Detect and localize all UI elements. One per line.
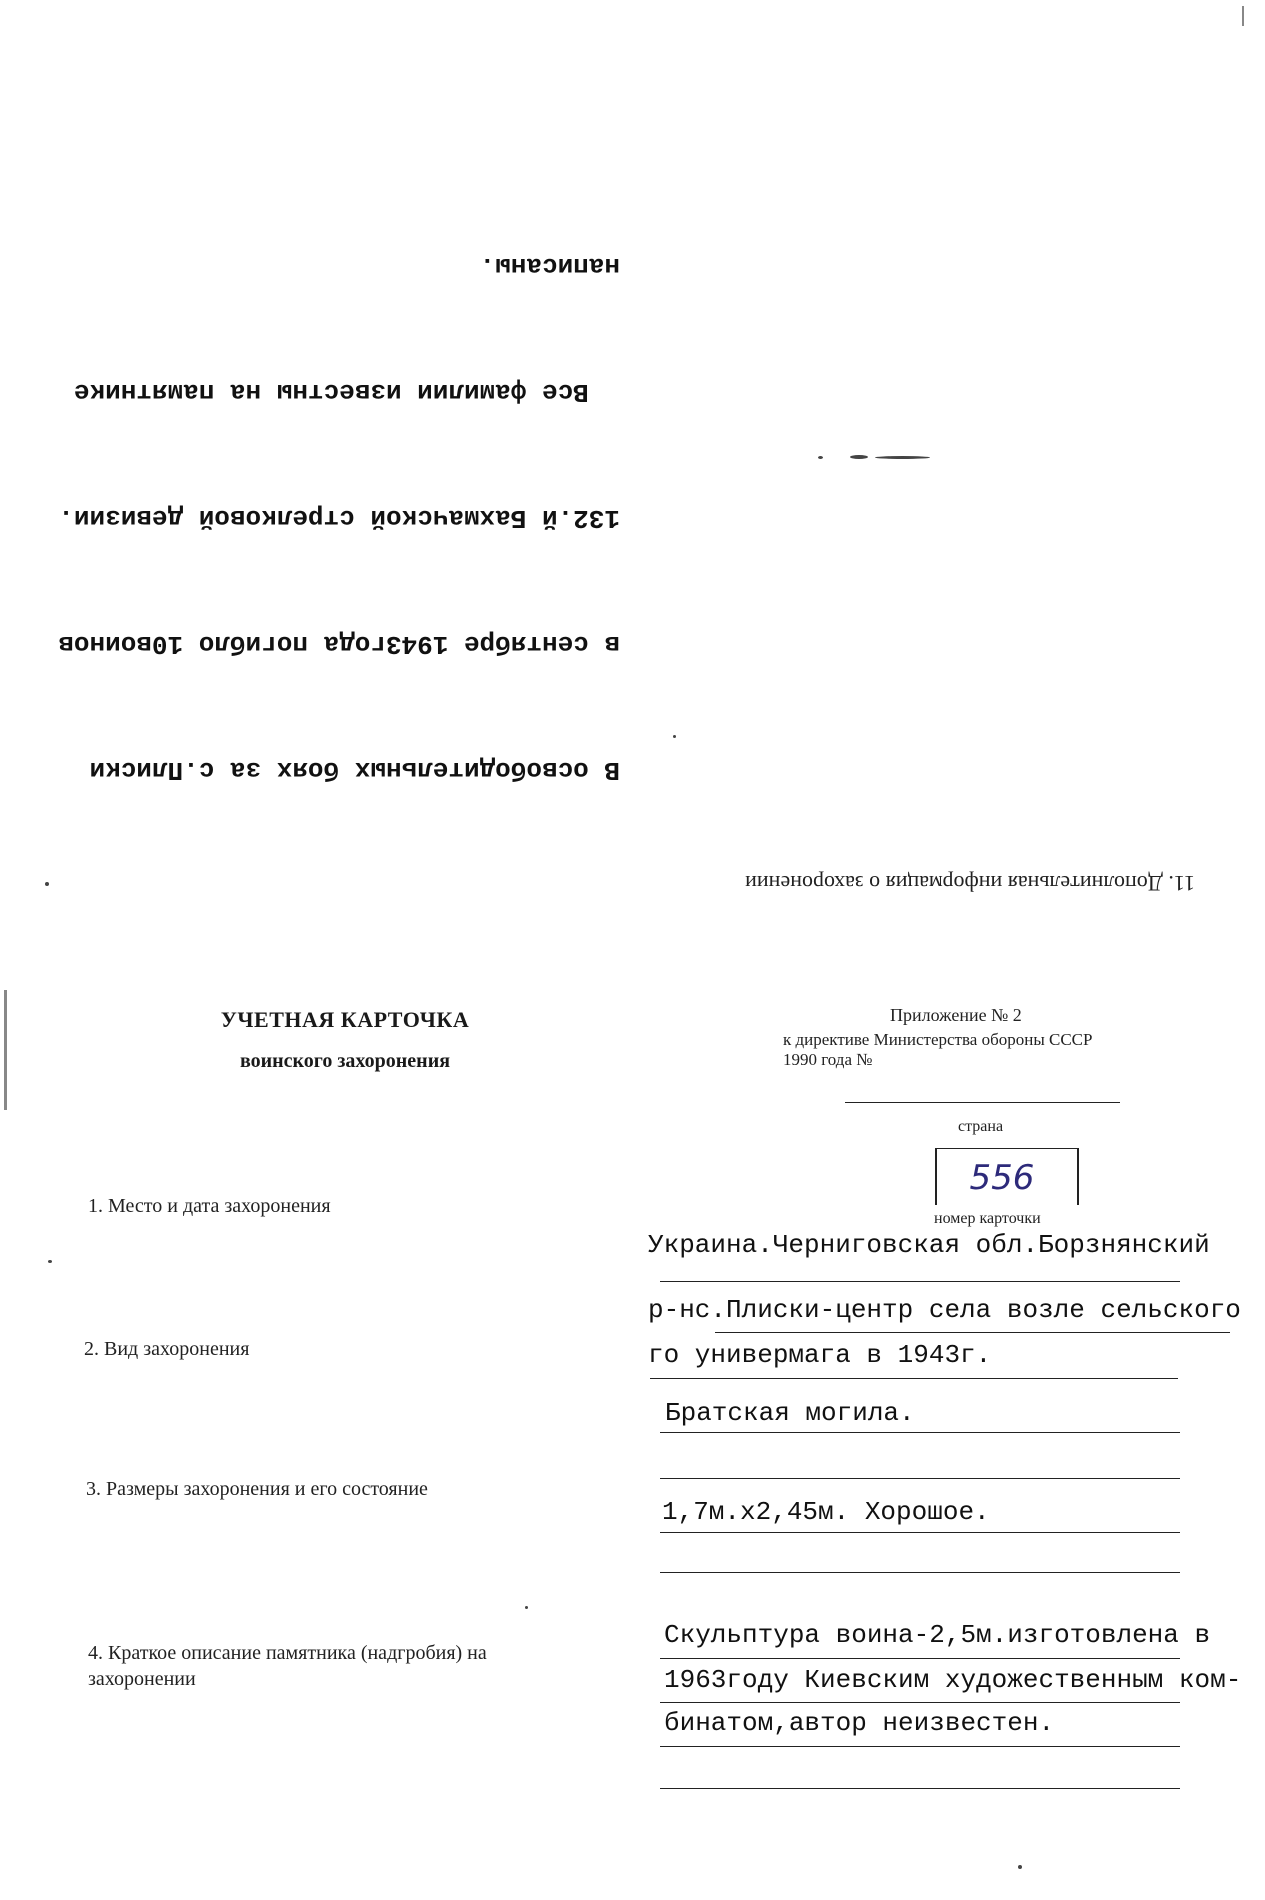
stray-mark	[818, 456, 823, 459]
underline	[660, 1658, 1180, 1659]
underline	[715, 1332, 1230, 1333]
card-number-handwritten: 556	[969, 1158, 1035, 1198]
note-line: написаны.	[479, 251, 620, 281]
country-label: страна	[958, 1118, 1004, 1135]
underline	[650, 1378, 1178, 1379]
underline	[660, 1572, 1180, 1573]
underline	[660, 1788, 1180, 1789]
stray-mark	[875, 456, 930, 459]
field-label-monument-description	[88, 1640, 608, 1692]
stray-mark	[673, 735, 676, 738]
card-subtitle: воинского захоронения	[239, 1050, 451, 1072]
underline	[660, 1478, 1180, 1479]
field-label-size-condition: 3. Размеры захоронения и его состояние	[86, 1478, 428, 1500]
field-value-line: 1963году Киевским художественным ком-	[664, 1665, 1242, 1695]
scan-edge-mark	[4, 990, 7, 1110]
directive-reference	[783, 1030, 1092, 1070]
field-value-line: р-нс.Плиски-центр села возле сельского	[648, 1295, 1241, 1325]
directive-line: 1990 года №	[783, 1050, 873, 1069]
directive-line: к директиве Министерства обороны СССР	[783, 1030, 1093, 1049]
underline	[660, 1702, 1180, 1703]
field-label-line: захоронении	[88, 1668, 196, 1690]
field-value-line: Украина.Черниговская обл.Борзнянский	[648, 1230, 1210, 1260]
note-line: 132.й Бахмачской стрелковой девизии.	[58, 503, 620, 533]
scan-edge-mark	[1242, 6, 1244, 26]
note-line: Все фамилии известны на памятнике	[73, 377, 620, 407]
country-line	[845, 1102, 1120, 1103]
underline	[660, 1281, 1180, 1282]
stray-mark	[45, 882, 49, 886]
underline	[660, 1532, 1180, 1533]
note-line: В освободительных боях за с.Плиски	[89, 755, 620, 785]
note-line: в сентябре 1943года погибло 10воинов	[58, 629, 620, 659]
field-value-line: Скульптура воина-2,5м.изготовлена в	[664, 1620, 1211, 1650]
field-value-line: 1,7м.х2,45м. Хорошое.	[662, 1497, 990, 1527]
field-value-line: го универмага в 1943г.	[648, 1340, 992, 1370]
underline	[660, 1432, 1180, 1433]
card-title: УЧЕТНАЯ КАРТОЧКА	[220, 1007, 470, 1032]
card-number-label: номер карточки	[934, 1210, 1041, 1227]
upside-down-section-header: 11. Дополнительная информация о захоронении	[745, 871, 1195, 896]
stray-mark	[525, 1606, 528, 1609]
field-value-line: бинатом,автор неизвестен.	[664, 1708, 1055, 1738]
field-value-line: Братская могила.	[665, 1398, 915, 1428]
appendix-label: Приложение № 2	[890, 1005, 1022, 1025]
underline	[660, 1746, 1180, 1747]
field-label-line: 4. Краткое описание памятника (надгробия) на	[88, 1642, 487, 1664]
upside-down-typed-note	[30, 251, 620, 875]
stray-mark	[1018, 1865, 1022, 1869]
field-label-place-date: 1. Место и дата захоронения	[88, 1195, 331, 1217]
stray-mark	[850, 455, 868, 459]
field-label-burial-type: 2. Вид захоронения	[84, 1338, 250, 1360]
stray-mark	[48, 1260, 52, 1263]
